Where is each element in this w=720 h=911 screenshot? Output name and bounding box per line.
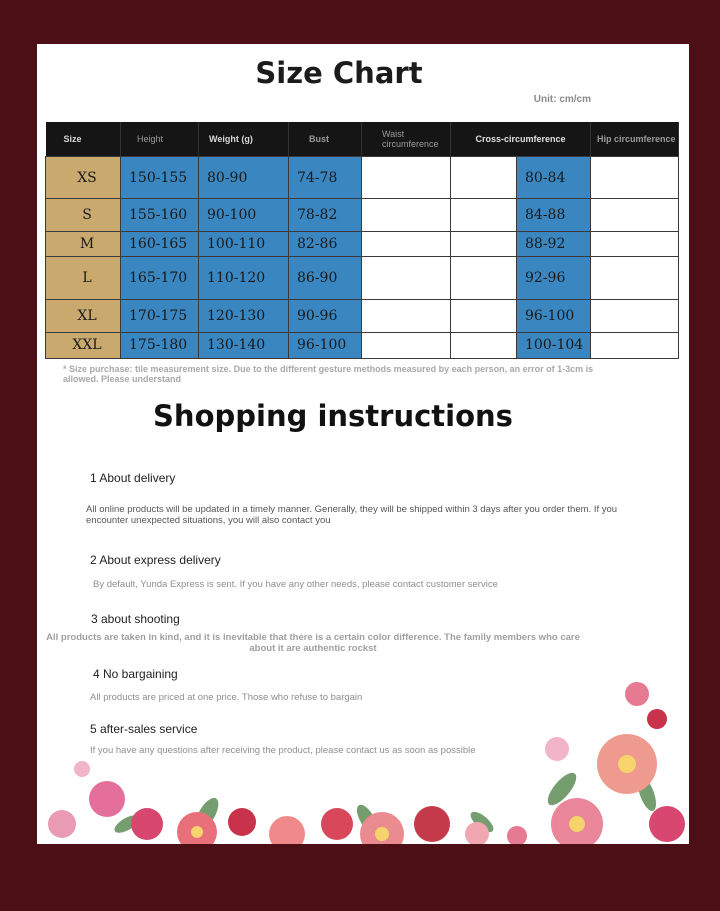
floral-decoration <box>37 674 689 844</box>
cell-weight: 100-110 <box>199 232 289 257</box>
cell-waist <box>362 257 451 299</box>
size-chart-title: Size Chart <box>255 56 423 90</box>
cell-weight: 130-140 <box>199 332 289 358</box>
section-heading-shooting: 3 about shooting <box>91 612 180 626</box>
cell-size: S <box>46 199 121 232</box>
cell-cross <box>451 332 517 358</box>
cell-weight: 110-120 <box>199 257 289 299</box>
header-hip: Hip circumference <box>591 122 679 157</box>
header-cross: Cross-circumference <box>451 122 591 157</box>
section-body-shooting: All products are taken in kind, and it is inevitable that there is a certain color difference. The family members who care about it are authentic rockst <box>46 632 580 654</box>
size-note: * Size purchase: tile measurement size. Due to the different gesture methods measured by each person, an error of 1-3cm is allowed. Please understand <box>63 364 594 384</box>
cell-cross <box>451 199 517 232</box>
shopping-instructions-title: Shopping instructions <box>153 399 513 433</box>
cell-weight: 90-100 <box>199 199 289 232</box>
cell-bust: 74-78 <box>289 157 362 199</box>
cell-size: XS <box>46 157 121 199</box>
cell-height: 175-180 <box>121 332 199 358</box>
cell-waist <box>362 157 451 199</box>
cell-cross <box>451 257 517 299</box>
cell-size: XXL <box>46 332 121 358</box>
cell-height: 160-165 <box>121 232 199 257</box>
table-row <box>46 332 679 358</box>
table-row <box>46 257 679 299</box>
cell-size: XL <box>46 299 121 332</box>
cell-height: 155-160 <box>121 199 199 232</box>
cell-bust: 90-96 <box>289 299 362 332</box>
table-row <box>46 157 679 199</box>
cell-size: M <box>46 232 121 257</box>
cell-waist <box>362 199 451 232</box>
header-size: Size <box>46 122 121 157</box>
flower-group <box>48 682 685 844</box>
cell-cross <box>451 157 517 199</box>
table-row <box>46 199 679 232</box>
header-waist: Waist circumference <box>362 122 451 157</box>
section-body-express: By default, Yunda Express is sent. If you have any other needs, please contact customer service <box>93 579 498 590</box>
cell-waist <box>362 332 451 358</box>
cell-empty <box>591 157 679 199</box>
cell-hip: 88-92 <box>517 232 591 257</box>
section-heading-bargaining: 4 No bargaining <box>93 667 178 681</box>
cell-hip: 84-88 <box>517 199 591 232</box>
header-bust: Bust <box>289 122 362 157</box>
section-heading-delivery: 1 About delivery <box>90 471 176 485</box>
section-body-after-sales: If you have any questions after receiving the product, please contact us as soon as possible <box>90 745 476 756</box>
table-header-row <box>46 122 679 157</box>
header-weight: Weight (g) <box>199 122 289 157</box>
cell-size: L <box>46 257 121 299</box>
cell-empty <box>591 199 679 232</box>
table-row <box>46 299 679 332</box>
header-height: Height <box>121 122 199 157</box>
cell-waist <box>362 299 451 332</box>
cell-height: 165-170 <box>121 257 199 299</box>
section-body-bargaining: All products are priced at one price. Those who refuse to bargain <box>90 692 363 703</box>
unit-label: Unit: cm/cm <box>533 94 591 105</box>
table-row <box>46 232 679 257</box>
cell-hip: 80-84 <box>517 157 591 199</box>
cell-hip: 96-100 <box>517 299 591 332</box>
cell-cross <box>451 232 517 257</box>
section-heading-express: 2 About express delivery <box>90 553 221 567</box>
cell-hip: 92-96 <box>517 257 591 299</box>
cell-bust: 86-90 <box>289 257 362 299</box>
cell-empty <box>591 332 679 358</box>
section-heading-after-sales: 5 after-sales service <box>90 722 198 736</box>
cell-hip: 100-104 <box>517 332 591 358</box>
size-table <box>45 122 679 359</box>
cell-weight: 80-90 <box>199 157 289 199</box>
cell-cross <box>451 299 517 332</box>
cell-height: 170-175 <box>121 299 199 332</box>
cell-waist <box>362 232 451 257</box>
cell-bust: 82-86 <box>289 232 362 257</box>
cell-empty <box>591 299 679 332</box>
cell-empty <box>591 257 679 299</box>
cell-weight: 120-130 <box>199 299 289 332</box>
cell-empty <box>591 232 679 257</box>
cell-bust: 78-82 <box>289 199 362 232</box>
cell-bust: 96-100 <box>289 332 362 358</box>
product-info-sheet <box>37 44 689 844</box>
cell-height: 150-155 <box>121 157 199 199</box>
section-body-delivery: All online products will be updated in a timely manner. Generally, they will be shipped within 3 days after you order them. If you encounter unexpected situations, you will also contact you <box>86 504 618 526</box>
